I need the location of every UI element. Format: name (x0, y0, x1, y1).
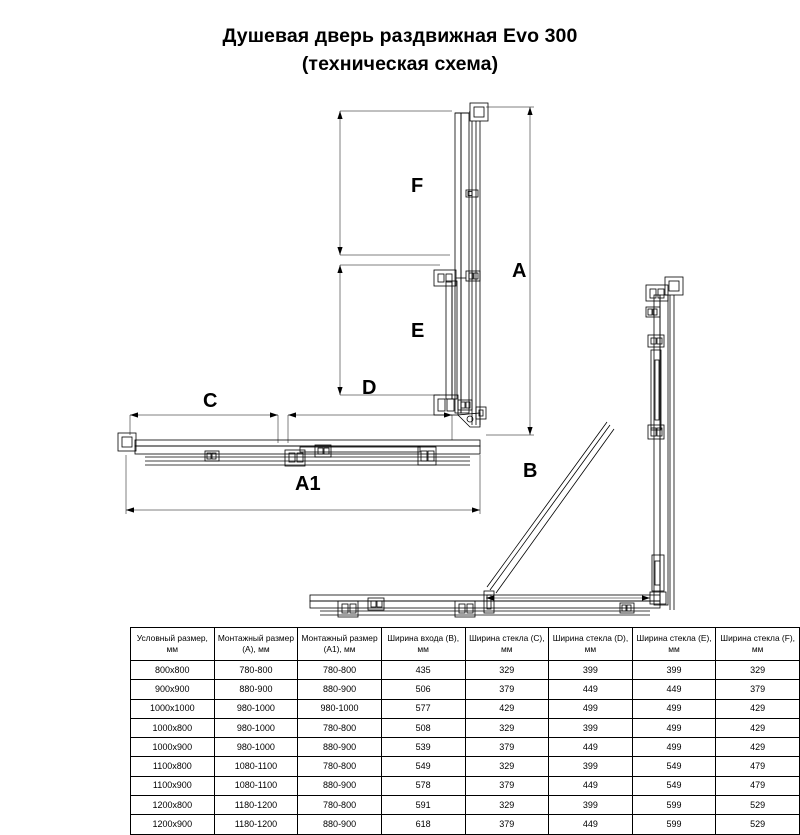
dimension-lines-plan (126, 107, 534, 514)
table-cell: 577 (381, 699, 465, 718)
horizontal-door-assembly (118, 433, 480, 466)
table-cell: 399 (549, 796, 633, 815)
table-cell: 549 (632, 776, 716, 795)
table-cell: 449 (549, 680, 633, 699)
table-cell: 1200x900 (131, 815, 215, 834)
table-cell: 506 (381, 680, 465, 699)
table-cell: 499 (632, 718, 716, 737)
table-cell: 539 (381, 738, 465, 757)
table-cell: 780-800 (214, 661, 298, 680)
table-cell: 429 (716, 699, 800, 718)
table-cell: 508 (381, 718, 465, 737)
table-cell: 529 (716, 796, 800, 815)
table-header-cell: Монтажный размер (A), мм (214, 628, 298, 661)
table-cell: 618 (381, 815, 465, 834)
dim-label-d: D (362, 377, 377, 399)
table-cell: 449 (549, 776, 633, 795)
table-header-cell: Ширина стекла (E), мм (632, 628, 716, 661)
table-cell: 429 (716, 718, 800, 737)
technical-drawing (0, 95, 800, 625)
table-cell: 329 (465, 661, 549, 680)
table-cell: 800x800 (131, 661, 215, 680)
page-title-line2: (техническая схема) (301, 53, 499, 75)
table-cell: 329 (716, 661, 800, 680)
table-cell: 599 (632, 796, 716, 815)
table-row (131, 757, 800, 776)
table-cell: 1000x900 (131, 738, 215, 757)
table-header-row (131, 628, 800, 661)
table-cell: 1200x800 (131, 796, 215, 815)
page-title-line1: Душевая дверь раздвижная Evo 300 (222, 25, 578, 47)
table-cell: 980-1000 (298, 699, 382, 718)
specification-table (130, 627, 800, 835)
table-cell: 1100x900 (131, 776, 215, 795)
dimension-line-b (486, 595, 650, 600)
table-cell: 980-1000 (214, 738, 298, 757)
table-cell: 780-800 (298, 661, 382, 680)
table-row (131, 718, 800, 737)
table-cell: 479 (716, 757, 800, 776)
table-header-cell: Ширина стекла (F), мм (716, 628, 800, 661)
drawing-svg (0, 95, 800, 625)
table-cell: 1000x1000 (131, 699, 215, 718)
table-cell: 435 (381, 661, 465, 680)
table-cell: 1180-1200 (214, 815, 298, 834)
table-cell: 900x900 (131, 680, 215, 699)
table-cell: 591 (381, 796, 465, 815)
table-cell: 399 (549, 757, 633, 776)
dim-label-c: C (203, 390, 218, 412)
table-row (131, 738, 800, 757)
table-row (131, 815, 800, 834)
table-cell: 578 (381, 776, 465, 795)
table-header-cell: Условный размер, мм (131, 628, 215, 661)
table-cell: 379 (465, 680, 549, 699)
table-cell: 329 (465, 718, 549, 737)
table-cell: 880-900 (298, 680, 382, 699)
table-cell: 379 (465, 738, 549, 757)
table-cell: 529 (716, 815, 800, 834)
table-cell: 880-900 (298, 815, 382, 834)
table-cell: 329 (465, 757, 549, 776)
table-body (131, 661, 800, 835)
table-row (131, 680, 800, 699)
table-cell: 880-900 (298, 738, 382, 757)
table-cell: 1180-1200 (214, 796, 298, 815)
table-cell: 379 (465, 815, 549, 834)
dim-label-f: F (411, 175, 424, 197)
table-cell: 1080-1100 (214, 776, 298, 795)
page-title (0, 22, 800, 78)
dim-label-a1: A1 (295, 473, 321, 495)
table-cell: 549 (381, 757, 465, 776)
table-cell: 379 (465, 776, 549, 795)
dim-label-b: B (523, 460, 538, 482)
table-cell: 449 (549, 815, 633, 834)
table-cell: 479 (716, 776, 800, 795)
table-cell: 880-900 (298, 776, 382, 795)
table-header-cell: Монтажный размер (A1), мм (298, 628, 382, 661)
table-cell: 449 (549, 738, 633, 757)
table-row (131, 699, 800, 718)
table-header-cell: Ширина входа (B), мм (381, 628, 465, 661)
table-cell: 429 (465, 699, 549, 718)
table-header-cell: Ширина стекла (D), мм (549, 628, 633, 661)
table-cell: 399 (549, 718, 633, 737)
table-cell: 1000x800 (131, 718, 215, 737)
table-cell: 880-900 (214, 680, 298, 699)
table-cell: 499 (549, 699, 633, 718)
table-cell: 449 (632, 680, 716, 699)
table-cell: 1080-1100 (214, 757, 298, 776)
table-cell: 780-800 (298, 718, 382, 737)
table-cell: 980-1000 (214, 699, 298, 718)
table-cell: 399 (632, 661, 716, 680)
table-cell: 379 (716, 680, 800, 699)
table-row (131, 776, 800, 795)
table-cell: 399 (549, 661, 633, 680)
dim-label-a: A (512, 260, 527, 282)
table-cell: 780-800 (298, 796, 382, 815)
table-cell: 1100x800 (131, 757, 215, 776)
table-header-cell: Ширина стекла (C), мм (465, 628, 549, 661)
vertical-door-assembly (434, 103, 488, 427)
table-head (131, 628, 800, 661)
table-cell: 499 (632, 699, 716, 718)
table-cell: 429 (716, 738, 800, 757)
table-cell: 780-800 (298, 757, 382, 776)
table-cell: 549 (632, 757, 716, 776)
table-row (131, 661, 800, 680)
table-cell: 329 (465, 796, 549, 815)
dim-label-e: E (411, 320, 425, 342)
table-row (131, 796, 800, 815)
table-cell: 980-1000 (214, 718, 298, 737)
table-cell: 599 (632, 815, 716, 834)
table-cell: 499 (632, 738, 716, 757)
